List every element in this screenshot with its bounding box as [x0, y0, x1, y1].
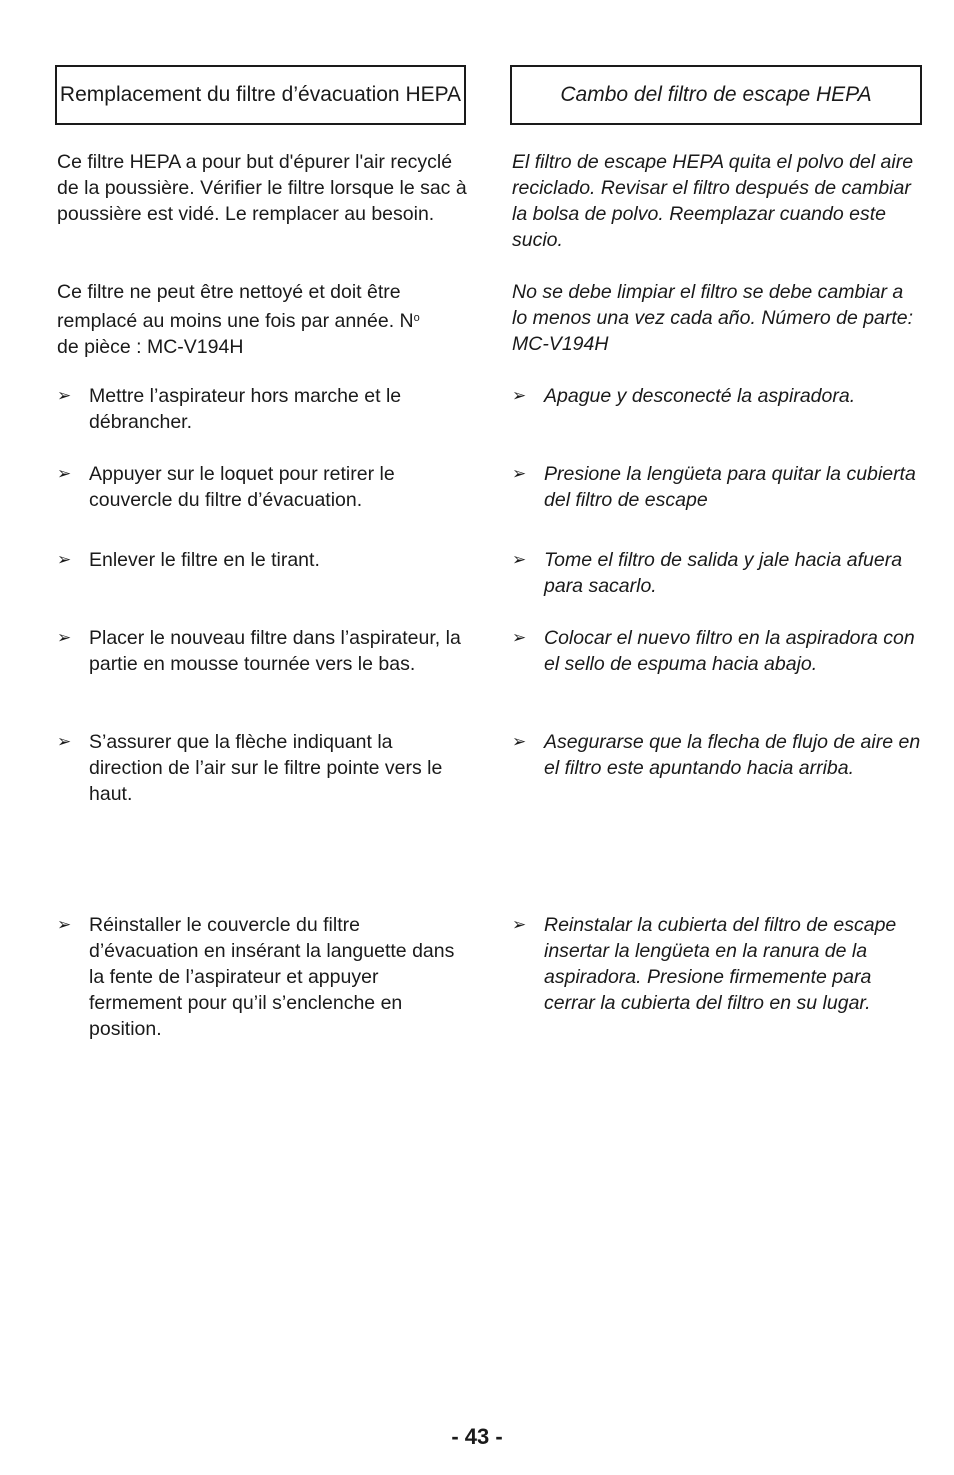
spanish-step-6: [512, 912, 922, 1016]
arrow-bullet-icon: ➢: [57, 386, 72, 406]
french-step-4: [57, 625, 467, 677]
spanish-intro-paragraph-2: No se debe limpiar el filtro se debe cambiar a lo menos una vez cada año. Número de parte: MC-V194H: [512, 281, 914, 355]
arrow-bullet-icon: ➢: [57, 628, 72, 648]
spanish-step-5: [512, 729, 922, 781]
arrow-bullet-icon: ➢: [512, 386, 527, 406]
arrow-bullet-icon: ➢: [57, 550, 72, 570]
spanish-step-2-text: Presione la lengüeta para quitar la cubierta del filtro de escape: [544, 463, 916, 511]
spanish-step-3-text: Tome el filtro de salida y jale hacia afuera para sacarlo.: [544, 549, 903, 597]
spanish-intro-paragraph-1: El filtro de escape HEPA quita el polvo del aire reciclado. Revisar el filtro después de cambiar la bolsa de polvo. Reemplazar cuando este sucio.: [512, 151, 914, 251]
spanish-section-title-box: [510, 65, 922, 125]
spanish-section-title: Cambo del filtro de escape HEPA: [560, 83, 872, 106]
french-intro-paragraph-1: Ce filtre HEPA a pour but d'épurer l'air recyclé de la poussière. Vérifier le filtre lorsque le sac à poussière est vidé. Le remplacer au besoin.: [57, 151, 467, 225]
arrow-bullet-icon: ➢: [57, 464, 72, 484]
french-section-title-box: [55, 65, 466, 125]
spanish-step-5-text: Asegurarse que la flecha de flujo de aire en el filtro este apuntando hacia arriba.: [544, 731, 921, 779]
french-step-1: [57, 383, 467, 435]
arrow-bullet-icon: ➢: [512, 628, 527, 648]
spanish-step-4-text: Colocar el nuevo filtro en la aspiradora con el sello de espuma hacia abajo.: [544, 627, 915, 675]
french-step-2-text: Appuyer sur le loquet pour retirer le couvercle du filtre d’évacuation.: [89, 463, 395, 511]
arrow-bullet-icon: ➢: [512, 732, 527, 752]
french-section-title: Remplacement du filtre d’évacuation HEPA: [59, 83, 462, 106]
arrow-bullet-icon: ➢: [512, 915, 527, 935]
spanish-step-2: [512, 461, 922, 513]
french-intro-paragraph-2: [57, 279, 467, 360]
spanish-column: [510, 65, 922, 1014]
arrow-bullet-icon: ➢: [512, 464, 527, 484]
spanish-step-1: [512, 383, 922, 409]
spanish-step-3: [512, 547, 922, 599]
french-step-1-text: Mettre l’aspirateur hors marche et le débrancher.: [89, 385, 402, 433]
french-column: [55, 65, 467, 1040]
french-step-3: [57, 547, 467, 573]
french-step-5-text: S’assurer que la flèche indiquant la direction de l’air sur le filtre pointe vers le haut.: [89, 731, 443, 805]
french-step-2: [57, 461, 467, 513]
spanish-step-6-text: Reinstalar la cubierta del filtro de escape insertar la lengüeta en la ranura de la aspiradora. Presione firmemente para cerrar la cubierta del filtro en su lugar.: [544, 914, 897, 1014]
arrow-bullet-icon: ➢: [512, 550, 527, 570]
french-intro-2-superscript: o: [413, 312, 420, 324]
french-intro-2-text: Ce filtre ne peut être nettoyé et doit être remplacé au moins une fois par année. N: [57, 281, 414, 332]
french-step-3-text: Enlever le filtre en le tirant.: [89, 549, 320, 571]
french-step-6: [57, 912, 467, 1042]
spanish-step-1-text: Apague y desconecté la aspiradora.: [544, 385, 856, 407]
arrow-bullet-icon: ➢: [57, 732, 72, 752]
french-step-6-text: Réinstaller le couvercle du filtre d’évacuation en insérant la languette dans la fente de l’aspirateur et appuyer fermement pour qu’il s’enclenche en position.: [89, 914, 455, 1040]
french-intro-2-part-number: de pièce : MC-V194H: [57, 336, 244, 358]
french-step-5: [57, 729, 467, 807]
arrow-bullet-icon: ➢: [57, 915, 72, 935]
spanish-step-4: [512, 625, 922, 677]
french-step-4-text: Placer le nouveau filtre dans l’aspirateur, la partie en mousse tournée vers le bas.: [89, 627, 461, 675]
page-number: - 43 -: [451, 1424, 503, 1449]
